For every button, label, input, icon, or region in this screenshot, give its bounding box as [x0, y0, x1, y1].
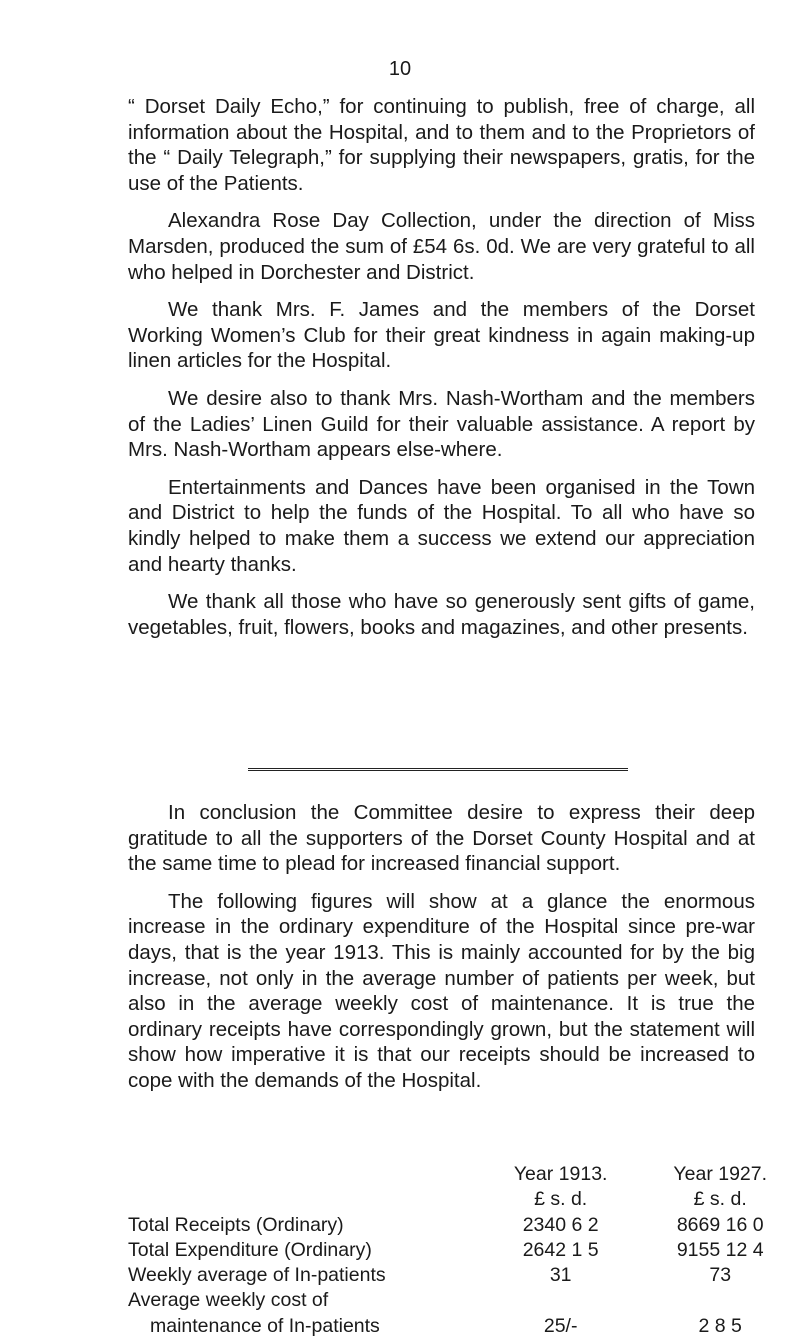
value-1927: 2 8 5 — [698, 1314, 742, 1337]
acknowledgements-section — [128, 94, 755, 652]
row-label: Total Receipts (Ordinary) — [128, 1213, 344, 1236]
conclusion-section — [128, 800, 755, 1094]
table-units-row — [128, 1187, 800, 1212]
paragraph: Alexandra Rose Day Collection, under the direction of Miss Marsden, produced the sum of £54 6s. 0d. We are very grateful to all who helped in Dorchester and District. — [128, 209, 755, 284]
value-1913: 25/- — [543, 1314, 578, 1337]
row-label: Weekly average of In-patients — [128, 1264, 386, 1287]
value-1927: 9155 12 4 — [676, 1238, 764, 1261]
header-1913: Year 1913. — [513, 1163, 608, 1185]
paragraph: The following figures will show at a glance the enormous increase in the ordinary expenditure of the Hospital since pre-war days, that is the year 1913. This is mainly accounted for by the big increase, not only in the average number of patients per week, but also in the average weekly cost of maintenance. It is true the ordinary receipts have correspondingly grown, but the statement will show how imperative it is that our receipts should be increased to cope with the demands of the Hospital. — [128, 889, 755, 1092]
paragraph: We desire also to thank Mrs. Nash-Wortham and the members of the Ladies’ Linen Guild for their valuable assistance. A report by Mrs. Nash-Wortham appears else-where. — [128, 386, 755, 462]
units-1927: £ s. d. — [693, 1188, 747, 1211]
value-1927: 8669 16 0 — [676, 1213, 764, 1236]
value-1913: 2642 1 5 — [522, 1238, 599, 1261]
value-1927: 73 — [709, 1264, 732, 1287]
paragraph: We thank all those who have so generously sent gifts of game, vegetables, fruit, flowers, books and magazines, and other presents. — [128, 590, 755, 639]
page-number: 10 — [388, 58, 412, 80]
header-1927: Year 1927. — [673, 1163, 768, 1185]
table-row — [128, 1263, 800, 1288]
paragraph: We thank Mrs. F. James and the members of the Dorset Working Women’s Club for their great kindness in again making-up linen articles for the Hospital. — [128, 298, 755, 373]
value-1913: 31 — [549, 1264, 572, 1287]
paragraph: Entertainments and Dances have been organised in the Town and District to help the funds of the Hospital. To all who have so kindly helped to make them a success we extend our appreciation and hearty thanks. — [128, 475, 755, 576]
value-1913: 2340 6 2 — [522, 1213, 599, 1236]
section-divider — [248, 768, 628, 771]
table-row — [128, 1238, 800, 1263]
comparison-table — [128, 1162, 800, 1339]
row-label-line2: maintenance of In-patients — [150, 1314, 380, 1337]
table-row — [128, 1314, 800, 1339]
table-row — [128, 1288, 800, 1313]
units-1913: £ s. d. — [534, 1188, 588, 1211]
table-header-row — [128, 1162, 800, 1187]
paragraph: “ Dorset Daily Echo,” for continuing to publish, free of charge, all information about the Hospital, and to them and to the Proprietors of the “ Daily Telegraph,” for supplying their newspapers, gratis, for the use of the Patients. — [128, 95, 755, 195]
paragraph: In conclusion the Committee desire to express their deep gratitude to all the supporters of the Dorset County Hospital and at the same time to plead for increased financial support. — [128, 801, 755, 876]
table-row — [128, 1213, 800, 1238]
row-label-line1: Average weekly cost of — [128, 1289, 329, 1312]
row-label: Total Expenditure (Ordinary) — [128, 1238, 372, 1261]
